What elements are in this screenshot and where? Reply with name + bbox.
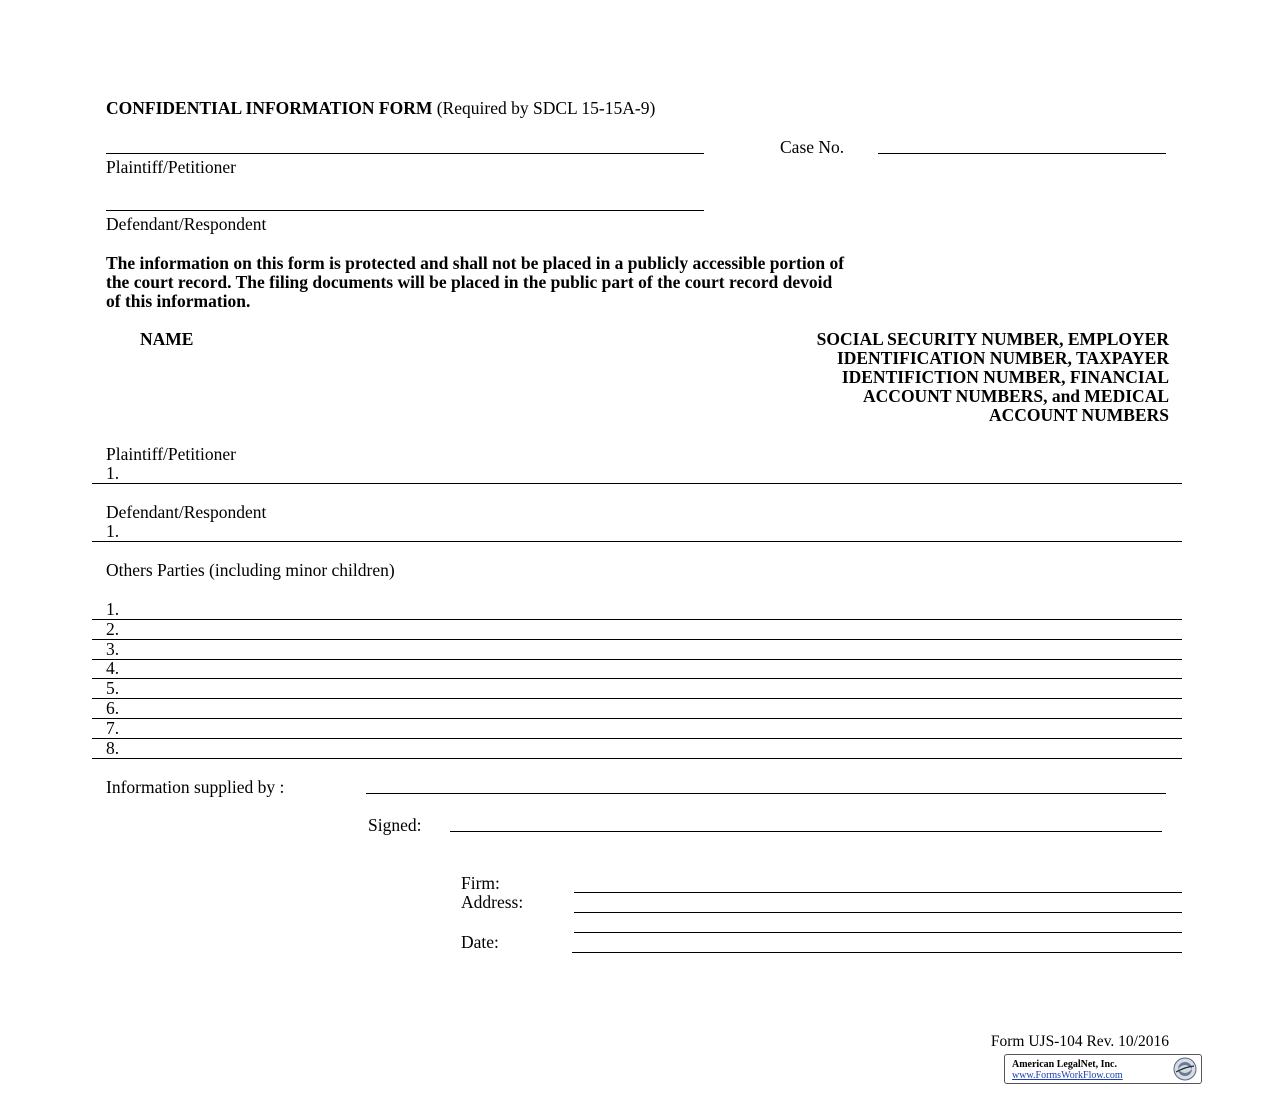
plaintiff-row-number: 1. [106,463,120,483]
case-no-label: Case No. [780,137,845,157]
notice-line-2: the court record. The filing documents will be placed in the public part of the court record devoid [106,272,833,292]
notice-line-3: of this information. [106,291,251,311]
others-row-number: 6. [106,698,120,718]
date-field[interactable] [572,952,1182,953]
notice-line-1: The information on this form is protected and shall not be placed in a publicly accessible portion of [106,253,845,273]
others-row-line[interactable] [92,639,1182,640]
form-id: Form UJS-104 Rev. 10/2016 [990,1033,1169,1050]
plaintiff-section-label: Plaintiff/Petitioner [106,444,236,464]
form-subtitle: (Required by SDCL 15-15A-9) [436,98,656,118]
numbers-header-line-5: ACCOUNT NUMBERS [988,405,1169,425]
form-title: CONFIDENTIAL INFORMATION FORM [106,98,433,118]
plaintiff-row-line[interactable] [92,483,1182,484]
numbers-header-line-4: ACCOUNT NUMBERS, and MEDICAL [863,386,1169,406]
plaintiff-caption-label: Plaintiff/Petitioner [106,157,236,177]
plaintiff-caption-line[interactable] [106,153,704,154]
supplied-by-label: Information supplied by : [106,777,285,797]
defendant-row-number: 1. [106,521,120,541]
others-row-line[interactable] [92,659,1182,660]
others-row-number: 3. [106,639,120,659]
case-no-field[interactable] [878,153,1166,154]
firm-field[interactable] [574,892,1182,893]
date-label: Date: [461,932,499,952]
logo-company-name: American LegalNet, Inc. [1012,1059,1117,1070]
firm-label: Firm: [461,873,500,893]
supplied-by-field[interactable] [366,793,1166,794]
defendant-section-label: Defendant/Respondent [106,502,267,522]
american-legalnet-logo[interactable] [1004,1054,1202,1084]
others-row-line[interactable] [92,738,1182,739]
address-field-2[interactable] [574,932,1182,933]
logo-website-link[interactable]: www.FormsWorkFlow.com [1012,1070,1123,1081]
name-column-header: NAME [140,329,194,349]
defendant-caption-label: Defendant/Respondent [106,214,267,234]
others-row-line[interactable] [92,678,1182,679]
numbers-header-line-1: SOCIAL SECURITY NUMBER, EMPLOYER [816,329,1169,349]
others-row-number: 8. [106,738,120,758]
form-title-block [106,100,655,118]
others-section-label: Others Parties (including minor children) [106,560,395,580]
defendant-row-line[interactable] [92,541,1182,542]
numbers-header-line-3: IDENTIFICTION NUMBER, FINANCIAL [841,367,1169,387]
defendant-caption-line[interactable] [106,210,704,211]
others-row-number: 5. [106,678,120,698]
signed-field[interactable] [450,831,1162,832]
address-field-1[interactable] [574,912,1182,913]
signed-label: Signed: [368,815,422,835]
numbers-header-line-2: IDENTIFICATION NUMBER, TAXPAYER [836,348,1169,368]
others-row-line[interactable] [92,718,1182,719]
others-row-number: 4. [106,658,120,678]
others-row-number: 1. [106,599,120,619]
address-label: Address: [461,892,524,912]
globe-icon [1173,1057,1197,1081]
others-row-number: 7. [106,718,120,738]
others-row-number: 2. [106,619,120,639]
others-row-line[interactable] [92,698,1182,699]
others-row-line[interactable] [92,619,1182,620]
others-row-line[interactable] [92,758,1182,759]
